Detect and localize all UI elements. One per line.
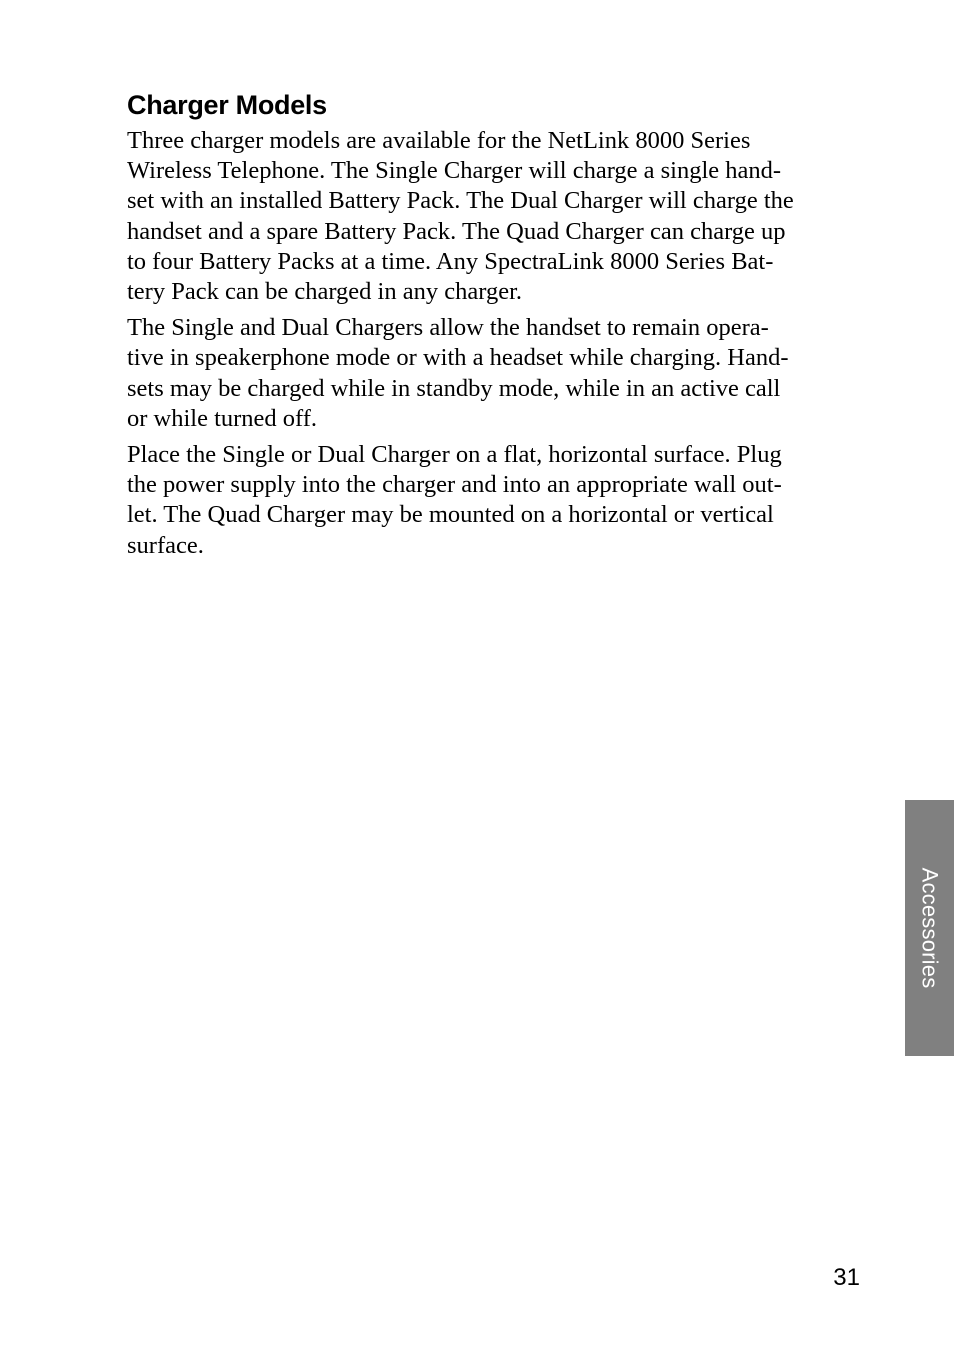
paragraph-line: The Single and Dual Chargers allow the handset to remain opera- (127, 314, 769, 342)
paragraph-line: to four Battery Packs at a time. Any SpectraLink 8000 Series Bat- (127, 247, 774, 275)
paragraph-line: set with an installed Battery Pack. The Dual Charger will charge the (127, 187, 794, 215)
paragraph-line: tive in speakerphone mode or with a headset while charging. Hand- (127, 344, 789, 372)
paragraph-line: let. The Quad Charger may be mounted on a horizontal or vertical (127, 501, 774, 529)
paragraph-line: tery Pack can be charged in any charger. (127, 278, 523, 306)
paragraph-1 (127, 126, 862, 307)
section-heading: Charger Models (127, 90, 327, 120)
paragraph-line: Place the Single or Dual Charger on a flat, horizontal surface. Plug (127, 441, 782, 469)
section-content (127, 88, 862, 567)
page-number: 31 (833, 1264, 860, 1291)
paragraph-3 (127, 440, 862, 561)
paragraph-2 (127, 313, 862, 434)
paragraph-line: surface. (127, 531, 204, 559)
paragraph-line: Three charger models are available for the NetLink 8000 Series (127, 127, 751, 154)
chapter-side-tab (905, 800, 954, 1056)
paragraph-line: Wireless Telephone. The Single Charger will charge a single hand- (127, 157, 782, 185)
chapter-tab-label: Accessories (917, 867, 943, 989)
paragraph-line: handset and a spare Battery Pack. The Quad Charger can charge up (127, 217, 786, 245)
paragraph-line: the power supply into the charger and into an appropriate wall out- (127, 471, 782, 499)
paragraph-line: or while turned off. (127, 404, 318, 432)
paragraph-line: sets may be charged while in standby mode, while in an active call (127, 374, 781, 402)
